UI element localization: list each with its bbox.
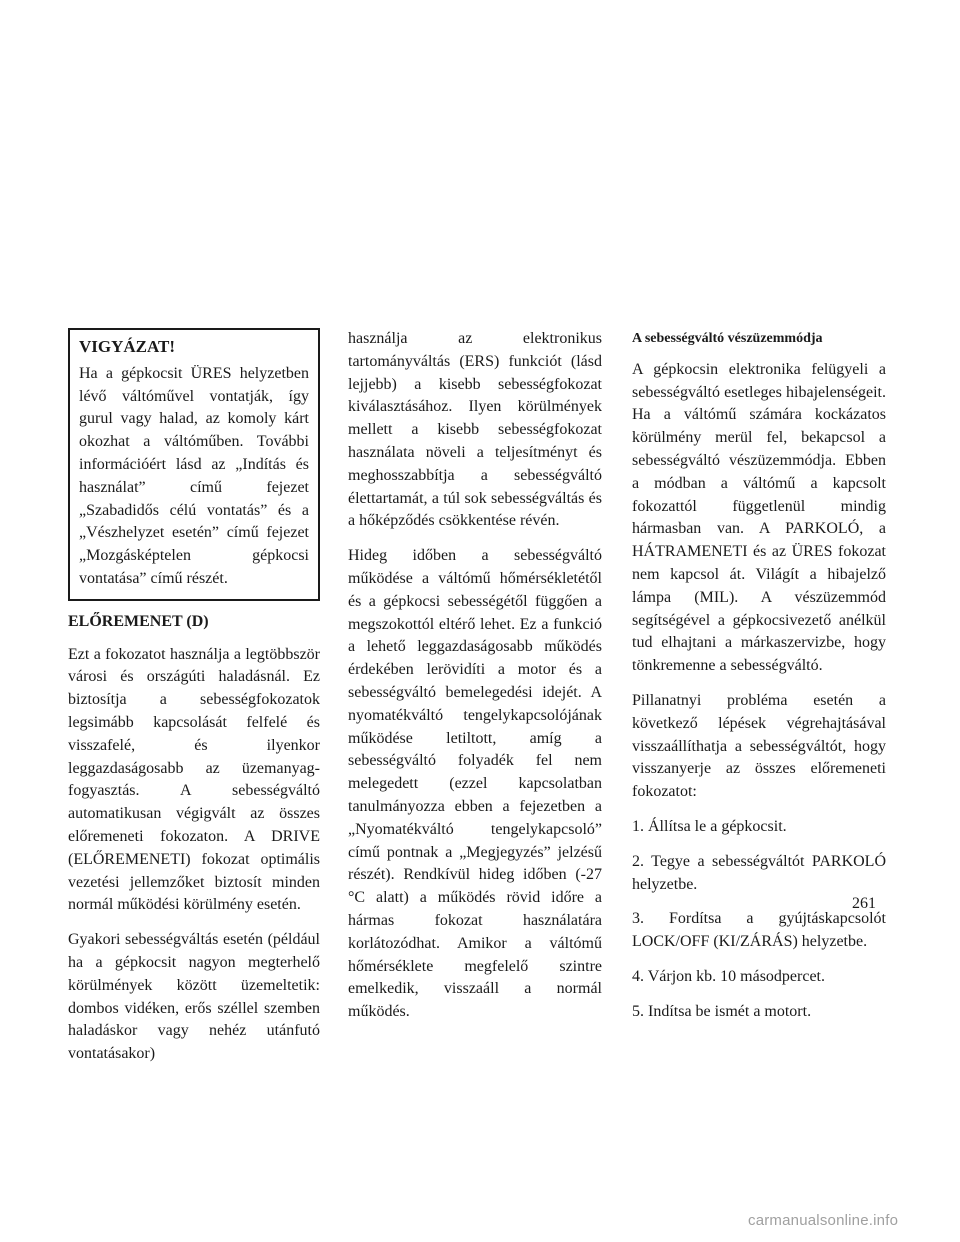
paragraph: Hideg időben a sebességváltó működése a váltómű hőmérsékletétől és a gépkocsi sebességétől függően a megszokottól eltérő lehet. Ez a funkció a lehető leggazdaságosabb működés érdekében lerövidíti a motor és a sebességváltó bemelegedési idejét. A nyomatékváltó tengelykapcsolójának működése letiltott, amíg a sebességváltó folyadék fel nem melegedett (ezzel kapcsolatban tanulmányozza ebben a fejezetben a „Nyomatékváltó tengelykapcsoló” című pontnak a „Megjegyzés” jelzésű részét). Rendkívül hideg időben (-27 °C alatt) a működés rövid időre a hármas fokozat használatára korlátozódhat. Amikor a váltómű hőmérséklete megfelelő szintre emelkedik, visszaáll a normál működés.	[348, 547, 602, 1021]
warning-text: Ha a gépkocsit ÜRES helyzetben lévő váltóművel vontatják, így gurul vagy halad, az komoly kárt okozhat a váltóműben. További információért lásd az „Indítás és használat” című fejezet „Szabadidős célú vontatás” és a „Vészhelyzet esetén” című fejezet „Mozgásképtelen gépkocsi vontatása” című részét.	[79, 364, 309, 587]
paragraph: használja az elektronikus tartományváltás (ERS) funkciót (lásd lejjebb) a kisebb sebességfokozat kiválasztásához. Ilyen körülmények mellett a kisebb sebességfokozat használata növeli a teljesítményt és meghosszabbítja a sebességváltó élettartamát, a túl sok sebességváltás és a hőképződés csökkentése révén.	[348, 330, 602, 530]
column-left	[68, 328, 320, 1078]
column-right	[632, 328, 886, 1036]
page-number: 261	[852, 895, 876, 912]
step-item: 3. Fordítsa a gyújtáskapcsolót LOCK/OFF (KI/ZÁRÁS) helyzetbe.	[632, 910, 886, 951]
warning-title: VIGYÁZAT!	[79, 337, 176, 356]
column-middle	[348, 328, 602, 1036]
step-item: 2. Tegye a sebességváltót PARKOLÓ helyzetbe.	[632, 852, 886, 893]
section-heading-drive: ELŐREMENET (D)	[68, 612, 209, 630]
watermark-link[interactable]: carmanualsonline.info	[748, 1212, 899, 1229]
step-item: 5. Indítsa be ismét a motort.	[632, 1002, 812, 1020]
paragraph: A gépkocsin elektronika felügyeli a sebességváltó esetleges hibajelenségeit. Ha a váltómű számára kockázatos körülmény merül fel, bekapcsol a sebességváltó vészüzemmódja. Ebben a módban a váltómű a kapcsolt fokozattól függetlenül mindig hármasban van. A PARKOLÓ, a HÁTRAMENETI és az ÜRES fokozat nem kapcsol át. Világít a hibajelző lámpa (MIL). A vészüzemmód segítségével a gépkocsivezető anélkül tud elhajtani a márkaszervizbe, hogy tönkremenne a sebességváltó.	[632, 360, 886, 675]
paragraph: Pillanatnyi probléma esetén a következő lépések végrehajtásával visszaállíthatja a sebességváltót, hogy visszanyerje az összes előremeneti fokozatot:	[632, 691, 886, 801]
paragraph: Ezt a fokozatot használja a legtöbbször városi és országúti haladásnál. Ez biztosítja a sebességfokozatok legsimább kapcsolását felfelé és visszafelé, és ilyenkor leggazdaságosabb az üzemanyag-fogyasztás. A sebességváltó automatikusan végigvált az összes előremeneti fokozaton. A DRIVE (ELŐREMENETI) fokozat optimális vezetési jellemzőket biztosít minden normál működési körülmény esetén.	[68, 645, 320, 914]
paragraph: Gyakori sebességváltás esetén (például ha a gépkocsit nagyon megterhelő körülmények között üzemeltetik: dombos vidéken, erős széllel szemben haladáskor vagy nehéz utánfutó vontatásakor)	[68, 931, 320, 1063]
step-item: 1. Állítsa le a gépkocsit.	[632, 817, 787, 835]
warning-box	[68, 328, 320, 601]
section-heading-limp-mode: A sebességváltó vészüzemmódja	[632, 331, 823, 346]
step-item: 4. Várjon kb. 10 másodpercet.	[632, 967, 825, 985]
